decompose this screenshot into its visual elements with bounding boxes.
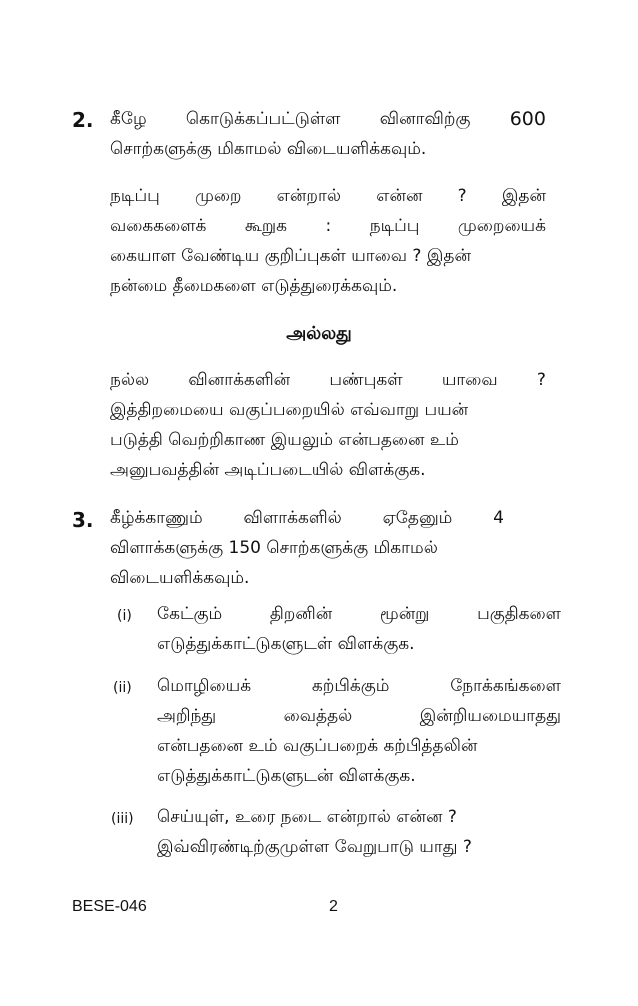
sub-iii-line-2 <box>157 836 472 858</box>
text: இத்திறமையை வகுப்பறையில் எவ்வாறு பயன் <box>110 400 469 420</box>
word: விளாக்களில் <box>243 508 342 528</box>
text: விடையளிக்கவும். <box>110 568 250 588</box>
word: கீழே <box>110 109 147 129</box>
word: நோக்கங்களை <box>450 676 561 696</box>
word: ? <box>536 370 546 390</box>
word: கொடுக்கப்பட்டுள்ள <box>185 109 341 129</box>
text: நன்மை தீமைகளை எடுத்துரைக்கவும். <box>110 276 398 296</box>
sub-ii-line-2 <box>157 705 561 727</box>
text: அனுபவத்தின் அடிப்படையில் விளக்குக. <box>110 460 426 480</box>
text: என்பதனை உம் வகுப்பறைக் கற்பித்தலின் <box>157 736 478 756</box>
word: பண்புகள் <box>329 370 403 390</box>
word: 4 <box>493 508 504 528</box>
word: வைத்தல் <box>283 706 353 726</box>
word: முறை <box>194 186 242 206</box>
word: திறனின் <box>269 604 333 624</box>
question-2-number: 2. <box>72 108 94 132</box>
q2-instruction-line-2 <box>110 138 426 160</box>
sub-question-i-label: (i) <box>117 608 132 624</box>
sub-i-line-1 <box>157 603 561 625</box>
or-heading: அல்லது <box>286 323 352 344</box>
q3-instruction-line-3 <box>110 567 249 589</box>
word: ? <box>457 186 467 206</box>
text: இவ்விரண்டிற்குமுள்ள வேறுபாடு யாது ? <box>157 837 472 857</box>
word: நடிப்பு <box>369 216 420 236</box>
sub-question-ii-label: (ii) <box>113 680 132 696</box>
text: எடுத்துக்காட்டுகளுடள் விளக்குக. <box>157 634 415 654</box>
sub-ii-line-1 <box>157 675 561 697</box>
word: கற்பிக்கும் <box>311 676 390 696</box>
word: நல்ல <box>110 370 150 390</box>
word: என்ன <box>376 186 423 206</box>
sub-ii-line-4 <box>157 765 416 787</box>
word: யாவை <box>441 370 498 390</box>
word: வினாக்களின் <box>188 370 291 390</box>
text: செய்யுள், உரை நடை என்றால் என்ன ? <box>157 807 457 827</box>
word: அறிந்து <box>157 706 217 726</box>
word: என்றால் <box>276 186 341 206</box>
word: கேட்கும் <box>157 604 223 624</box>
word: முறையைக் <box>457 216 546 236</box>
word: இன்றியமையாதது <box>419 706 561 726</box>
q3-instruction-line-2 <box>110 537 438 559</box>
word: ஏதேனும் <box>382 508 453 528</box>
q2b-line-1 <box>110 369 546 391</box>
sub-iii-line-1 <box>157 806 457 828</box>
text: படுத்தி வெற்றிகாண இயலும் என்பதனை உம் <box>110 430 459 450</box>
word: நடிப்பு <box>110 186 160 206</box>
q2b-line-4 <box>110 459 426 481</box>
sub-ii-line-3 <box>157 735 477 757</box>
word: வினாவிற்கு <box>379 109 471 129</box>
q2a-line-2 <box>110 215 546 237</box>
course-code: BESE-046 <box>72 898 147 915</box>
text: எடுத்துக்காட்டுகளுடன் விளக்குக. <box>157 766 416 786</box>
text: விளாக்களுக்கு 150 சொற்களுக்கு மிகாமல் <box>110 538 438 558</box>
q2a-line-4 <box>110 275 397 297</box>
text: கையாள வேண்டிய குறிப்புகள் யாவை ? இதன் <box>110 246 471 266</box>
word: பகுதிகளை <box>477 604 561 624</box>
word: கூறுக <box>244 216 288 236</box>
word: 600 <box>509 108 546 130</box>
text: சொற்களுக்கு மிகாமல் விடையளிக்கவும். <box>110 139 427 159</box>
q2a-line-1 <box>110 185 546 207</box>
q2a-line-3 <box>110 245 471 267</box>
word: இதன் <box>501 186 546 206</box>
word: கீழ்க்காணும் <box>110 508 203 528</box>
sub-i-line-2 <box>157 633 415 655</box>
word: வகைகளைக் <box>110 216 207 236</box>
q3-instruction-line-1 <box>110 507 504 529</box>
word: மூன்று <box>379 604 430 624</box>
word: மொழியைக் <box>157 676 252 696</box>
word: : <box>325 216 332 236</box>
question-3-number: 3. <box>72 508 94 532</box>
sub-question-iii-label: (iii) <box>111 811 134 827</box>
q2b-line-2 <box>110 399 468 421</box>
q2-instruction-line-1 <box>110 108 546 130</box>
q2b-line-3 <box>110 429 459 451</box>
page-number: 2 <box>329 898 338 915</box>
